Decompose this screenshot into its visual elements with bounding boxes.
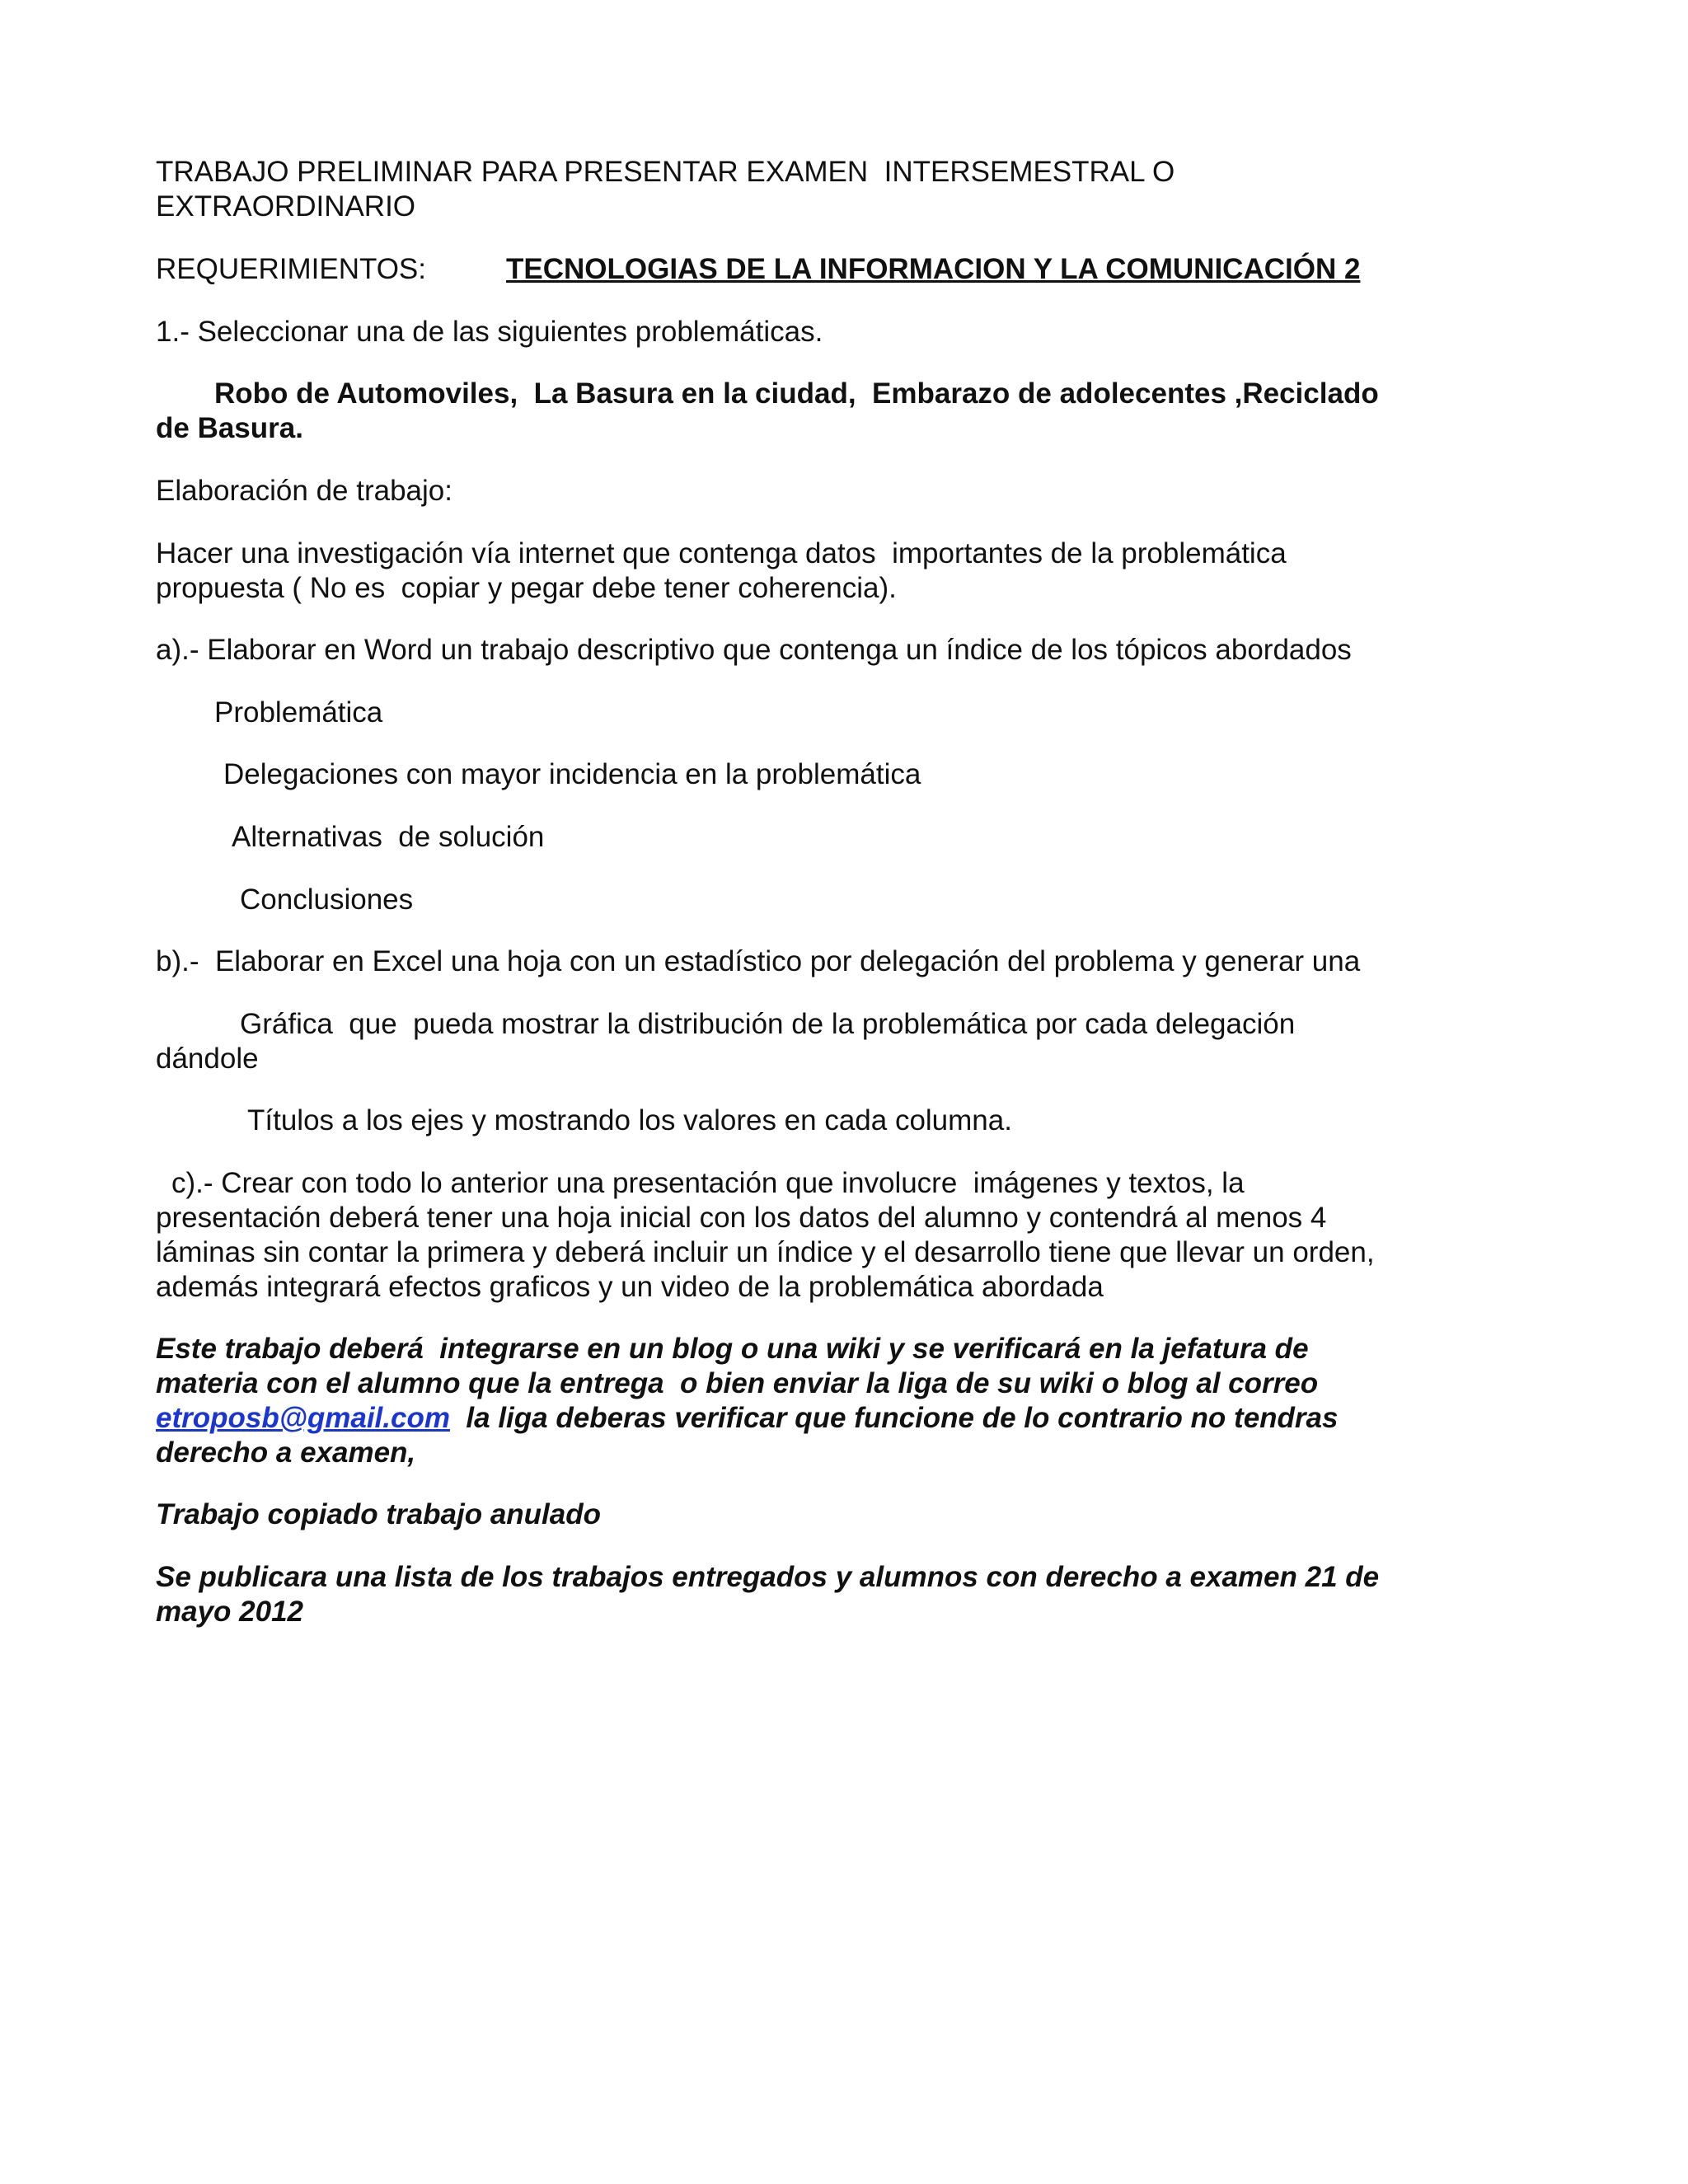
publish-line-2: mayo 2012 (156, 1596, 304, 1628)
research-line-2: propuesta ( No es copiar y pegar debe tener coherencia). (156, 572, 897, 604)
note-line-4: derecho a examen, (156, 1436, 416, 1469)
item-a: a).- Elaborar en Word un trabajo descriptivo que contenga un índice de los tópicos abordados (156, 634, 1352, 666)
topics-line-2: de Basura. (156, 412, 303, 444)
item-c-line-2: presentación deberá tener una hoja inicial con los datos del alumno y contendrá al menos 4 (156, 1202, 1327, 1234)
index-item: Alternativas de solución (232, 821, 545, 853)
email-link[interactable]: etroposb@gmail.com (156, 1402, 450, 1434)
item-b-continuation-1: Gráfica que pueda mostrar la distribución de la problemática por cada delegación (240, 1008, 1296, 1040)
note-line-3-text: la liga deberas verificar que funcione de lo contrario no tendras (449, 1402, 1339, 1434)
note-line-2: materia con el alumno que la entrega o bien enviar la liga de su wiki o blog al correo (156, 1367, 1319, 1399)
item-b-continuation-2: dándole (156, 1043, 259, 1075)
elaboration-label: Elaboración de trabajo: (156, 475, 452, 507)
subject-heading: TECNOLOGIAS DE LA INFORMACION Y LA COMUNICACIÓN 2 (506, 253, 1361, 285)
item-b: b).- Elaborar en Excel una hoja con un estadístico por delegación del problema y generar una (156, 945, 1361, 977)
research-line-1: Hacer una investigación vía internet que contenga datos importantes de la problemática (156, 537, 1287, 569)
title-line-2: EXTRAORDINARIO (156, 190, 416, 223)
item-c-line-4: además integrará efectos graficos y un video de la problemática abordada (156, 1271, 1104, 1303)
requirements-label: REQUERIMIENTOS: (156, 253, 427, 285)
item-c-line-3: láminas sin contar la primera y deberá incluir un índice y el desarrollo tiene que llevar un orden, (156, 1236, 1375, 1268)
publish-line-1: Se publicara una lista de los trabajos entregados y alumnos con derecho a examen 21 de (156, 1561, 1380, 1593)
copied-warning: Trabajo copiado trabajo anulado (156, 1498, 601, 1530)
index-item: Conclusiones (240, 883, 414, 916)
note-line-3 (156, 1401, 1338, 1436)
topics-line-1: Robo de Automoviles, La Basura en la ciudad, Embarazo de adolecentes ,Reciclado (214, 377, 1379, 410)
item-c-line-1: c).- Crear con todo lo anterior una presentación que involucre imágenes y textos, la (171, 1167, 1245, 1199)
step-1: 1.- Seleccionar una de las siguientes problemáticas. (156, 316, 823, 348)
index-item: Delegaciones con mayor incidencia en la problemática (223, 758, 921, 790)
note-line-1: Este trabajo deberá integrarse en un blog o una wiki y se verificará en la jefatura de (156, 1333, 1309, 1365)
item-b-continuation-3: Títulos a los ejes y mostrando los valores en cada columna. (247, 1104, 1012, 1137)
title-line-1: TRABAJO PRELIMINAR PARA PRESENTAR EXAMEN INTERSEMESTRAL O (156, 156, 1175, 188)
index-item: Problemática (214, 696, 383, 729)
